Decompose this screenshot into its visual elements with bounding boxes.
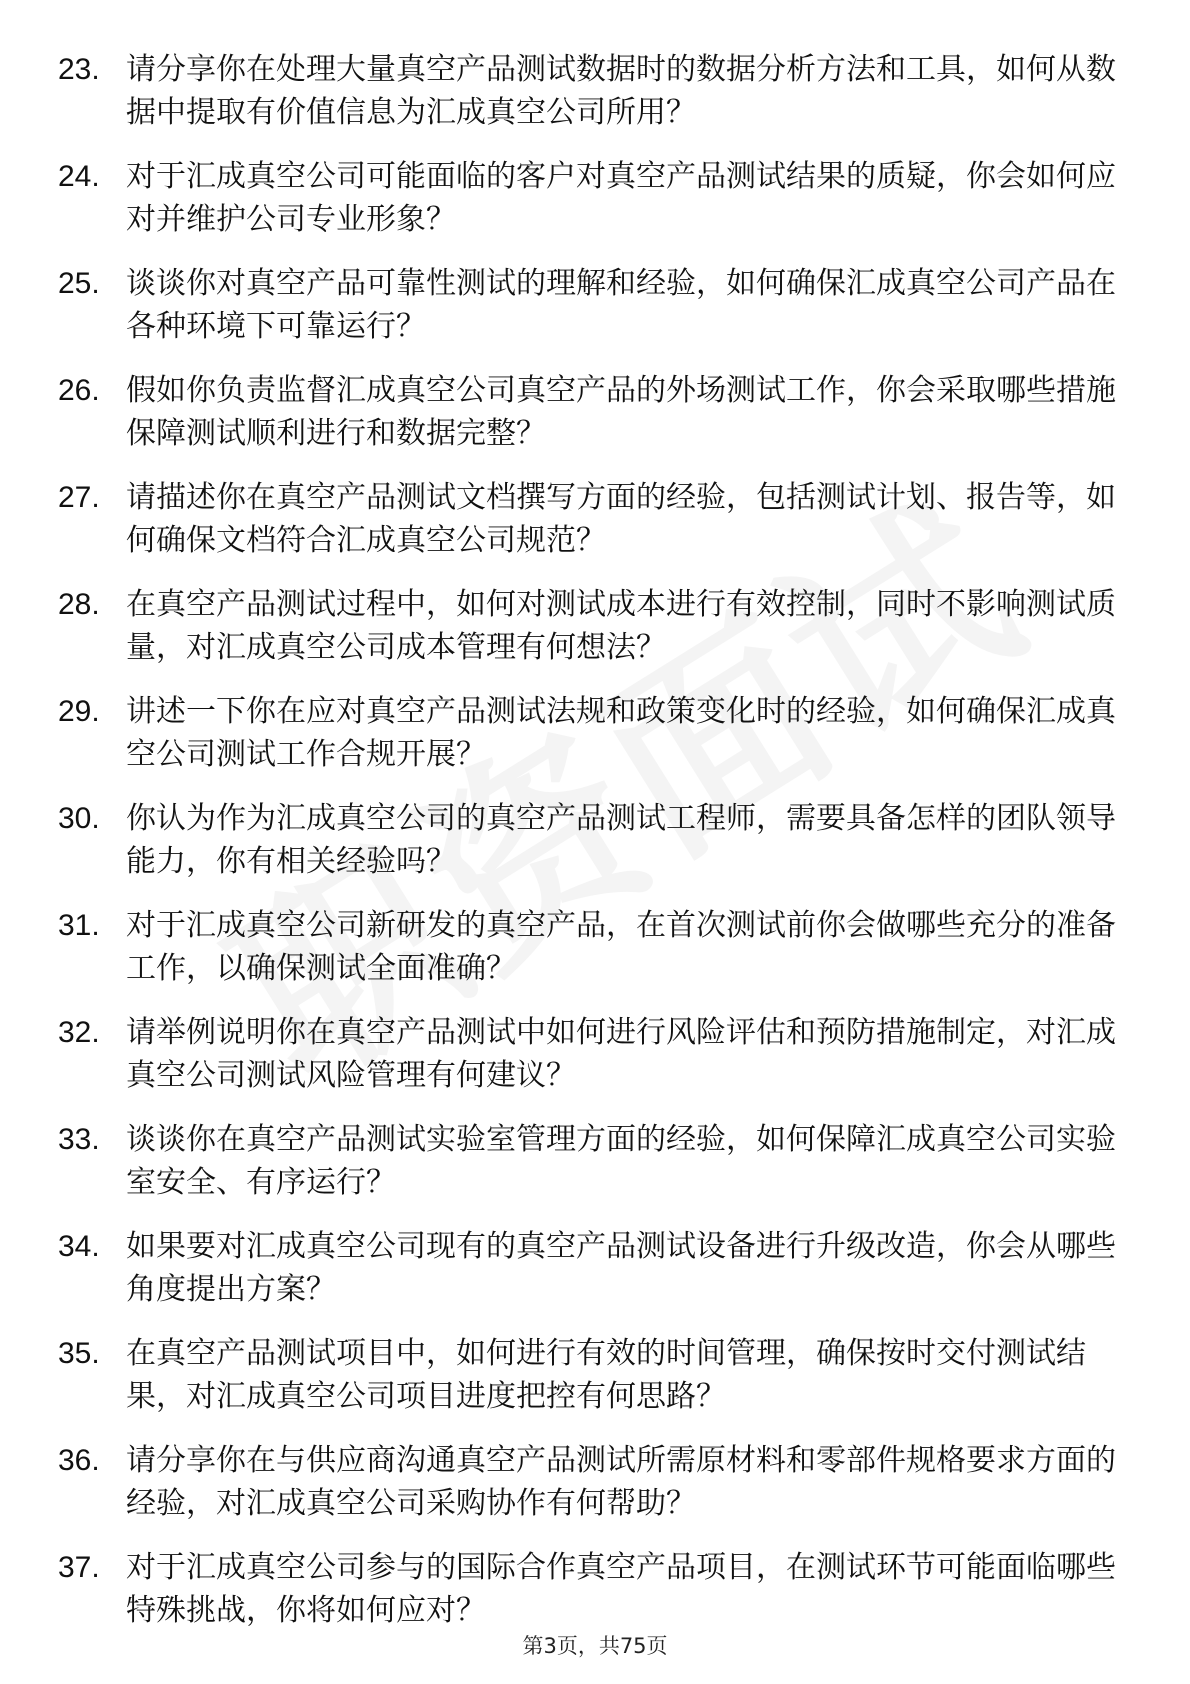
question-text: 对于汇成真空公司可能面临的客户对真空产品测试结果的质疑，你会如何应对并维护公司专业形象？ [126, 159, 1116, 237]
question-number: 23. [58, 53, 100, 86]
question-number: 28. [58, 588, 100, 621]
page-footer: 第3页，共75页 [522, 1634, 668, 1658]
question-number: 26. [58, 374, 100, 407]
question-item [58, 1225, 1118, 1311]
question-number: 30. [58, 802, 100, 835]
question-text: 你认为作为汇成真空公司的真空产品测试工程师，需要具备怎样的团队领导能力，你有相关经验吗？ [126, 801, 1116, 879]
question-text: 在真空产品测试项目中，如何进行有效的时间管理，确保按时交付测试结果，对汇成真空公司项目进度把控有何思路？ [126, 1336, 1086, 1414]
question-text: 讲述一下你在应对真空产品测试法规和政策变化时的经验，如何确保汇成真空公司测试工作合规开展？ [126, 694, 1116, 772]
question-text: 谈谈你对真空产品可靠性测试的理解和经验，如何确保汇成真空公司产品在各种环境下可靠运行？ [126, 266, 1116, 344]
question-number: 24. [58, 160, 100, 193]
question-item [58, 262, 1118, 348]
question-item [58, 476, 1118, 562]
question-text: 请分享你在与供应商沟通真空产品测试所需原材料和零部件规格要求方面的经验，对汇成真空公司采购协作有何帮助？ [126, 1443, 1116, 1521]
question-item [58, 1332, 1118, 1418]
question-item [58, 369, 1118, 455]
question-text: 谈谈你在真空产品测试实验室管理方面的经验，如何保障汇成真空公司实验室安全、有序运行？ [126, 1122, 1116, 1200]
question-text: 请分享你在处理大量真空产品测试数据时的数据分析方法和工具，如何从数据中提取有价值信息为汇成真空公司所用？ [126, 52, 1116, 130]
question-item [58, 1439, 1118, 1525]
question-text: 对于汇成真空公司参与的国际合作真空产品项目，在测试环节可能面临哪些特殊挑战，你将如何应对？ [126, 1550, 1116, 1628]
question-item [58, 1011, 1118, 1097]
question-number: 33. [58, 1123, 100, 1156]
question-number: 36. [58, 1444, 100, 1477]
question-number: 29. [58, 695, 100, 728]
question-item [58, 1118, 1118, 1204]
question-item [58, 583, 1118, 669]
question-text: 假如你负责监督汇成真空公司真空产品的外场测试工作，你会采取哪些措施保障测试顺利进行和数据完整？ [126, 373, 1116, 451]
question-number: 35. [58, 1337, 100, 1370]
question-number: 25. [58, 267, 100, 300]
question-item [58, 690, 1118, 776]
question-text: 在真空产品测试过程中，如何对测试成本进行有效控制，同时不影响测试质量，对汇成真空公司成本管理有何想法？ [126, 587, 1116, 665]
question-text: 请描述你在真空产品测试文档撰写方面的经验，包括测试计划、报告等，如何确保文档符合汇成真空公司规范？ [126, 480, 1116, 558]
question-item [58, 797, 1118, 883]
question-item [58, 155, 1118, 241]
question-item [58, 1546, 1118, 1632]
question-number: 37. [58, 1551, 100, 1584]
question-text: 如果要对汇成真空公司现有的真空产品测试设备进行升级改造，你会从哪些角度提出方案？ [126, 1229, 1116, 1307]
question-list [58, 48, 1118, 1653]
question-item [58, 904, 1118, 990]
question-number: 31. [58, 909, 100, 942]
question-number: 32. [58, 1016, 100, 1049]
question-number: 34. [58, 1230, 100, 1263]
question-text: 对于汇成真空公司新研发的真空产品，在首次测试前你会做哪些充分的准备工作，以确保测试全面准确？ [126, 908, 1116, 986]
question-item [58, 48, 1118, 134]
question-text: 请举例说明你在真空产品测试中如何进行风险评估和预防措施制定，对汇成真空公司测试风险管理有何建议？ [126, 1015, 1116, 1093]
question-number: 27. [58, 481, 100, 514]
